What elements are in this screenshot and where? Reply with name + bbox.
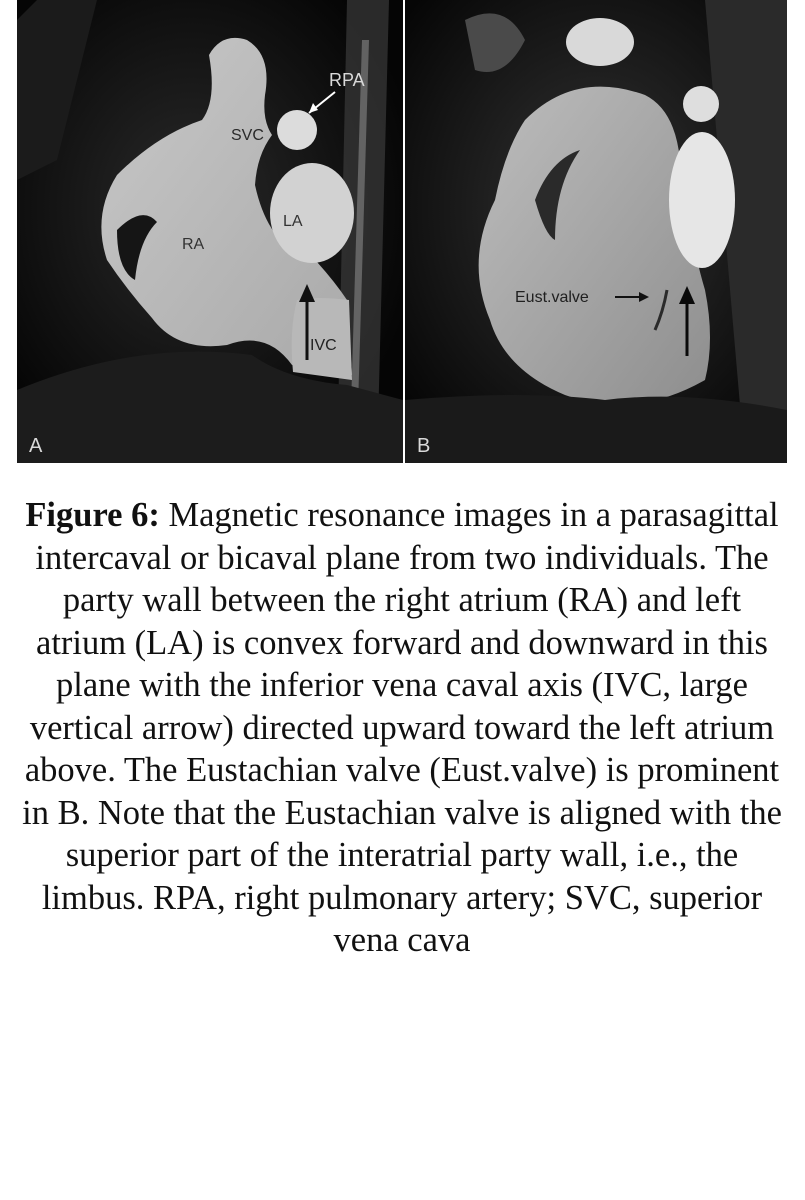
figure-caption <box>14 494 790 962</box>
svc-label: SVC <box>231 127 264 144</box>
rpa-label: RPA <box>329 70 365 90</box>
ivc-label: IVC <box>310 337 337 354</box>
figure-caption-text: Magnetic resonance images in a parasagittal intercaval or bicaval plane from two individuals. The party wall between the right atrium (RA) and left atrium (LA) is convex forward and downward in this plane with the inferior vena caval axis (IVC, large vertical arrow) directed upward toward the left atrium above. The Eustachian valve (Eust.valve) is prominent in B. Note that the Eustachian valve is aligned with the superior part of the interatrial party wall, i.e., the limbus. RPA, right pulmonary artery; SVC, superior vena cava <box>22 496 782 959</box>
mri-panel-a <box>17 0 403 463</box>
mri-figure <box>17 0 787 463</box>
mri-image-b <box>405 0 787 463</box>
figure-caption-label: Figure 6: <box>25 496 160 534</box>
panel-b-letter: B <box>417 435 431 457</box>
ra-label: RA <box>182 236 205 253</box>
panel-a-letter: A <box>29 435 43 457</box>
mri-image-a <box>17 0 403 463</box>
eust-valve-label: Eust.valve <box>515 289 589 306</box>
la-label: LA <box>283 213 303 230</box>
mri-panel-b <box>405 0 787 463</box>
